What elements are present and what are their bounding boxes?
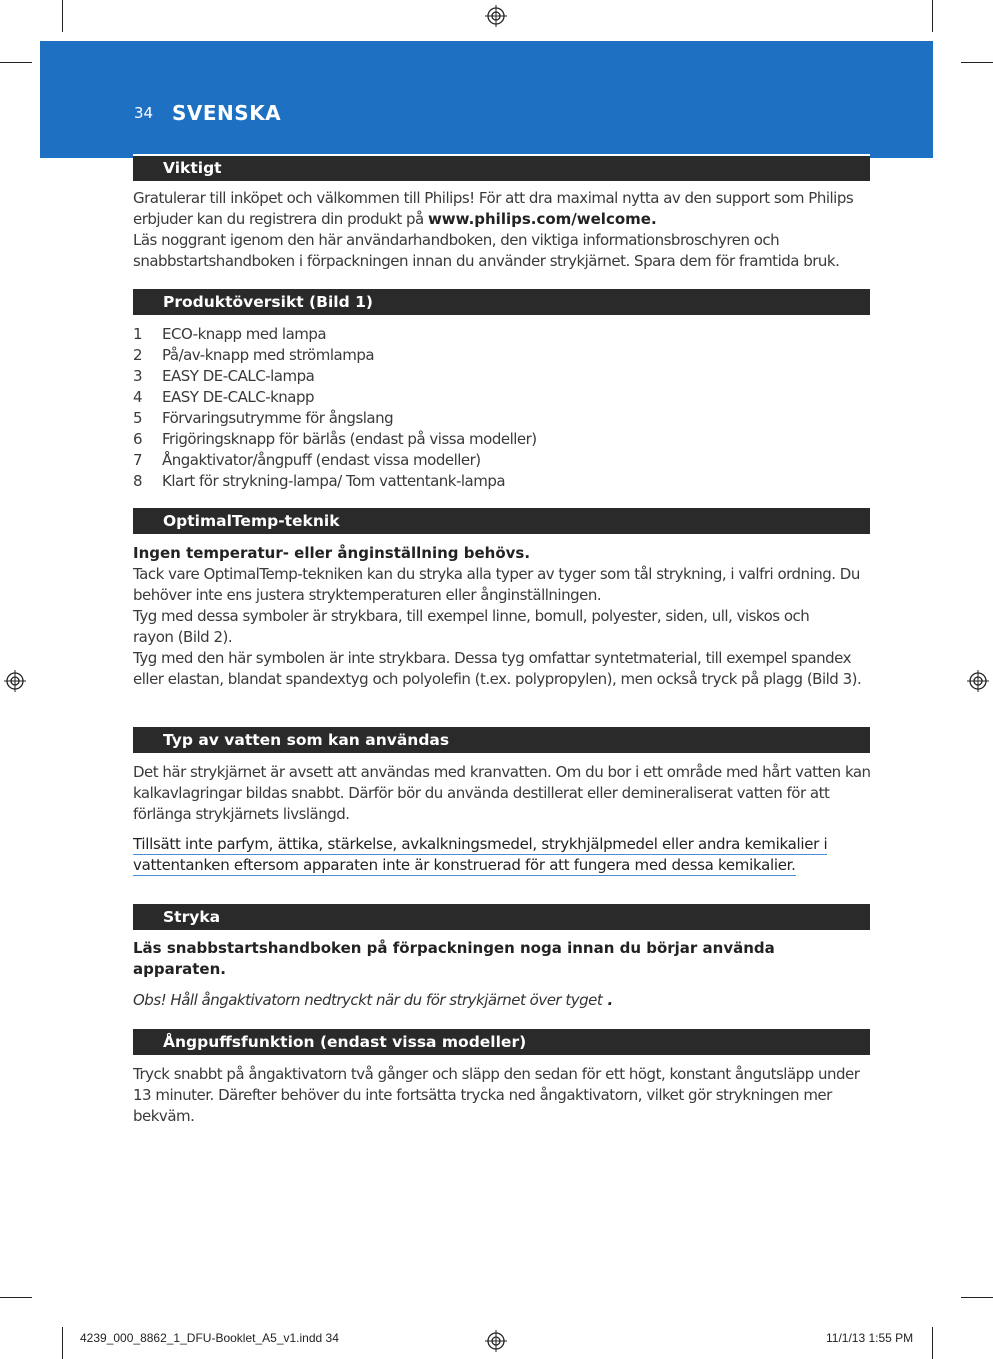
- section-title-vatten: Typ av vatten som kan användas: [133, 727, 870, 753]
- vatten-p1: Det här strykjärnet är avsett att användas med kranvatten. Om du bor i ett område med hårt vatten kan kalkavlagringar bildas snabbt. Därför bör du använda destillerat eller demineraliserat vatten för att förlänga strykjärnets livslängd.: [133, 763, 871, 823]
- crop-mark: [932, 1327, 933, 1359]
- list-item-label: Förvaringsutrymme för ångslang: [162, 409, 394, 427]
- list-item: [133, 366, 873, 387]
- angpuff-p1: Tryck snabbt på ångaktivatorn två gånger och släpp den sedan för ett högt, konstant ångutsläpp under 13 minuter. Därefter behöver du inte fortsätta trycka ned ångaktivatorn, vilket gör strykningen mer bekväm.: [133, 1065, 860, 1125]
- stryka-note: [133, 990, 873, 1011]
- page-number: 34: [134, 104, 154, 122]
- crop-mark: [961, 1297, 993, 1298]
- list-item-number: 3: [133, 367, 143, 385]
- list-item-number: 6: [133, 430, 143, 448]
- section-title-angpuff: Ångpuffsfunktion (endast vissa modeller): [133, 1029, 870, 1055]
- registration-mark-icon: [485, 1330, 507, 1352]
- vatten-warning: [133, 834, 858, 876]
- optimal-body: [133, 543, 873, 690]
- list-item: [133, 345, 873, 366]
- crop-mark: [0, 1297, 32, 1298]
- list-item: [133, 324, 873, 345]
- list-item-number: 2: [133, 346, 143, 364]
- philips-url: www.philips.com/welcome.: [427, 210, 657, 228]
- list-item: [133, 450, 873, 471]
- list-item-label: EASY DE-CALC-lampa: [162, 367, 315, 385]
- footer-date: 11/1/13 1:55 PM: [826, 1331, 914, 1345]
- optimal-p1: Tack vare OptimalTemp-tekniken kan du stryka alla typer av tyger som tål strykning, i valfri ordning. Du behöver inte ens justera stryktemperaturen eller ånginställningen.: [133, 565, 860, 604]
- list-item: [133, 429, 873, 450]
- list-item-number: 1: [133, 325, 143, 343]
- section-title-viktigt: Viktigt: [133, 154, 870, 181]
- stryka-note-end: .: [602, 991, 614, 1009]
- crop-mark: [0, 62, 32, 63]
- section-title-produkt: Produktöversikt (Bild 1): [133, 289, 870, 315]
- footer-file-info: 4239_000_8862_1_DFU-Booklet_A5_v1.indd 34: [80, 1331, 339, 1345]
- optimal-lead: Ingen temperatur- eller ånginställning behövs.: [133, 544, 531, 562]
- optimal-p3: Tyg med den här symbolen är inte strykbara. Dessa tyg omfattar syntetmaterial, till exempel spandex eller elastan, blandat spandextyg och polyolefin (t.ex. polypropylen), men också tryck på plagg (Bild 3).: [133, 649, 862, 688]
- stryka-note-text: Obs! Håll ångaktivatorn nedtryckt när du för strykjärnet över tyget: [133, 991, 603, 1009]
- crop-mark: [62, 1327, 63, 1359]
- crop-mark: [961, 62, 993, 63]
- list-item: [133, 387, 873, 408]
- crop-mark: [62, 0, 63, 32]
- list-item-number: 4: [133, 388, 143, 406]
- section-title-optimal: OptimalTemp-teknik: [133, 508, 870, 534]
- crop-mark: [932, 0, 933, 32]
- list-item-label: Frigöringsknapp för bärlås (endast på vissa modeller): [162, 430, 537, 448]
- list-item-number: 8: [133, 472, 143, 490]
- language-title: SVENSKA: [172, 101, 282, 125]
- list-item-number: 7: [133, 451, 143, 469]
- viktigt-intro-2: Läs noggrant igenom den här användarhandboken, den viktiga informationsbroschyren och snabbstartshandboken i förpackningen innan du använder strykjärnet. Spara dem för framtida bruk.: [133, 231, 840, 270]
- list-item-number: 5: [133, 409, 143, 427]
- header-band: [40, 41, 933, 158]
- stryka-lead: Läs snabbstartshandboken på förpackningen noga innan du börjar använda apparaten.: [133, 939, 775, 978]
- list-item-label: Klart för strykning-lampa/ Tom vattentank-lampa: [162, 472, 506, 490]
- product-list: [133, 324, 873, 492]
- list-item-label: EASY DE-CALC-knapp: [162, 388, 315, 406]
- list-item-label: Ångaktivator/ångpuff (endast vissa modeller): [162, 451, 481, 469]
- list-item-label: På/av-knapp med strömlampa: [162, 346, 375, 364]
- list-item-label: ECO-knapp med lampa: [162, 325, 327, 343]
- viktigt-intro-1: Gratulerar till inköpet och välkommen till Philips! För att dra maximal nytta av den support som Philips erbjuder kan du registrera din produkt på: [133, 189, 854, 228]
- vatten-warning-text: Tillsätt inte parfym, ättika, stärkelse, avkalkningsmedel, strykhjälpmedel eller andra kemikalier i vattentanken eftersom apparaten inte är konstruerad för att fungera med dessa kemikalier.: [133, 835, 828, 874]
- list-item: [133, 471, 873, 492]
- registration-mark-icon: [967, 670, 989, 692]
- section-title-stryka: Stryka: [133, 904, 870, 930]
- list-item: [133, 408, 873, 429]
- registration-mark-icon: [485, 5, 507, 27]
- registration-mark-icon: [4, 670, 26, 692]
- optimal-p2: Tyg med dessa symboler är strykbara, till exempel linne, bomull, polyester, siden, ull, viskos och rayon (Bild 2).: [133, 607, 810, 646]
- viktigt-body: [133, 188, 873, 272]
